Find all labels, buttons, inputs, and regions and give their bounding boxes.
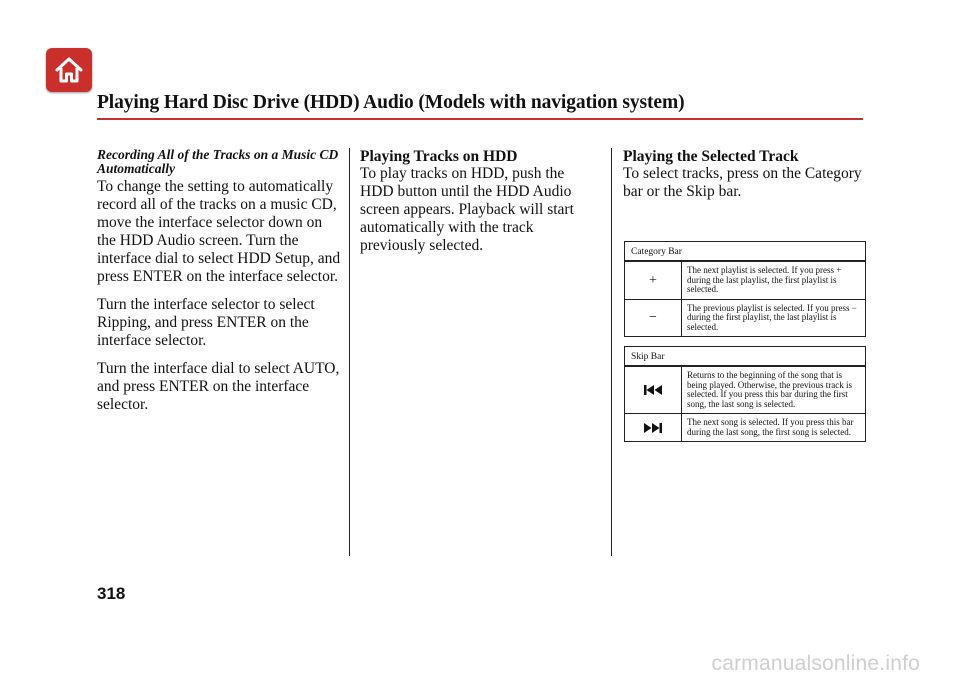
- left-column: [97, 148, 342, 424]
- skip-bar-table: [624, 346, 866, 442]
- heading-selected-track: Playing the Selected Track: [623, 148, 799, 165]
- middle-column: [360, 148, 600, 265]
- minus-symbol: −: [625, 300, 682, 337]
- paragraph: To change the setting to automatically record all of the tracks on a music CD, move the interface selector down on the HDD Audio screen. Turn the interface dial to select HDD Setup, and press ENTER on the interface selector.: [97, 178, 341, 285]
- column-divider: [349, 148, 350, 556]
- row-description: The next song is selected. If you press this bar during the last song, the first song is selected.: [687, 417, 854, 437]
- page-number: 318: [97, 584, 126, 603]
- header-divider: [97, 118, 863, 120]
- paragraph: Turn the interface dial to select AUTO, and press ENTER on the interface selector.: [97, 360, 340, 413]
- table-row: [625, 261, 865, 299]
- category-bar-table: [624, 241, 866, 337]
- row-description: The previous playlist is selected. If you press − during the first playlist, the last playlist is selected.: [687, 302, 857, 332]
- table-row: [625, 299, 865, 337]
- home-button[interactable]: [46, 48, 92, 92]
- right-column: [623, 148, 868, 211]
- home-icon: [54, 56, 84, 84]
- paragraph: To play tracks on HDD, push the HDD button until the HDD Audio screen appears. Playback will start automatically with the track previously selected.: [360, 165, 574, 254]
- watermark: carmanualsonline.info: [711, 652, 920, 675]
- table-row: [625, 366, 865, 413]
- subheading-recording: Recording All of the Tracks on a Music CD Automatically: [97, 147, 339, 176]
- table-row: [625, 413, 865, 441]
- paragraph: To select tracks, press on the Category bar or the Skip bar.: [623, 165, 862, 200]
- table-title: Skip Bar: [625, 347, 865, 366]
- plus-symbol: +: [625, 262, 682, 299]
- heading-playing-tracks: Playing Tracks on HDD: [360, 148, 518, 165]
- skip-back-icon: [643, 384, 663, 396]
- row-description: The next playlist is selected. If you press + during the last playlist, the first playlist is selected.: [687, 265, 842, 294]
- row-description: Returns to the beginning of the song that is being played. Otherwise, the previous track is selected. If you press this bar during the first song, the last song is selected.: [687, 370, 852, 409]
- column-divider: [611, 148, 612, 556]
- skip-forward-icon: [643, 422, 663, 434]
- table-title: Category Bar: [625, 242, 865, 261]
- page-title: Playing Hard Disc Drive (HDD) Audio (Models with navigation system): [97, 92, 685, 113]
- paragraph: Turn the interface selector to select Ripping, and press ENTER on the interface selector.: [97, 296, 315, 349]
